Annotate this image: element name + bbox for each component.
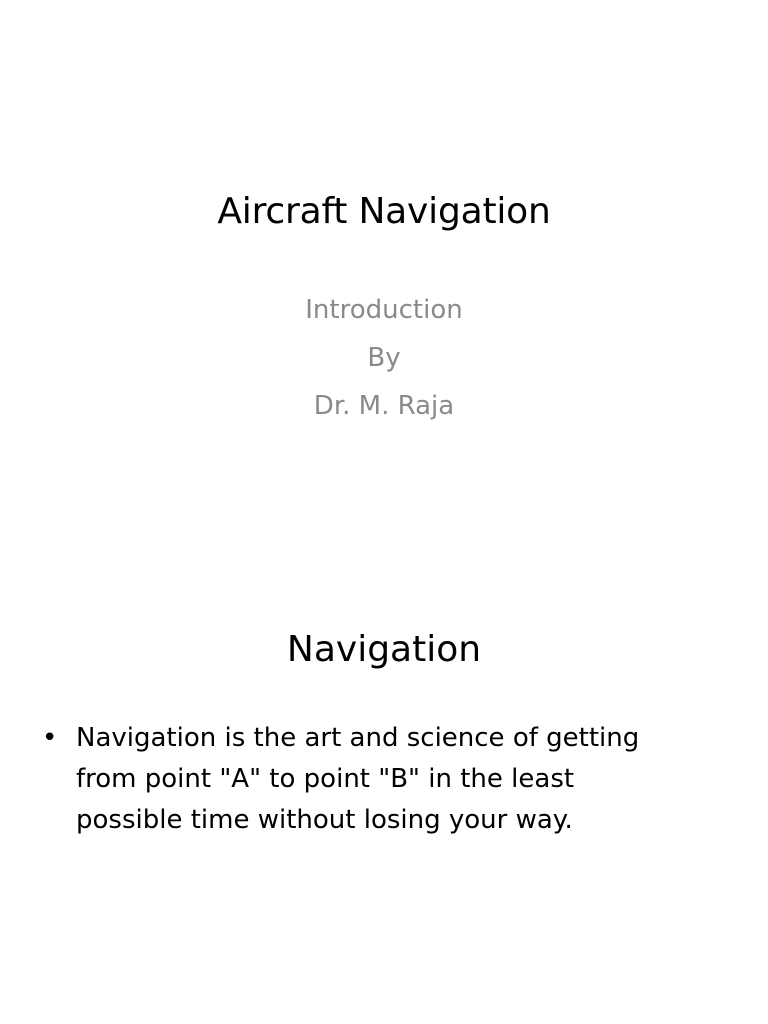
slide-navigation — [0, 512, 768, 1024]
bullet-item — [42, 718, 682, 841]
subtitle-line-author: Dr. M. Raja — [313, 391, 455, 421]
slide-title-heading: Aircraft Navigation — [217, 191, 551, 232]
subtitle-line-introduction: Introduction — [305, 295, 463, 325]
bullet-text: Navigation is the art and science of getting from point "A" to point "B" in the least possible time without losing your way. — [76, 723, 640, 835]
subtitle-line-by: By — [367, 343, 401, 373]
slide-navigation-heading: Navigation — [286, 629, 482, 670]
bullet-marker: • — [42, 723, 58, 753]
slide-subtitle — [0, 286, 768, 430]
bullet-list — [42, 718, 682, 841]
